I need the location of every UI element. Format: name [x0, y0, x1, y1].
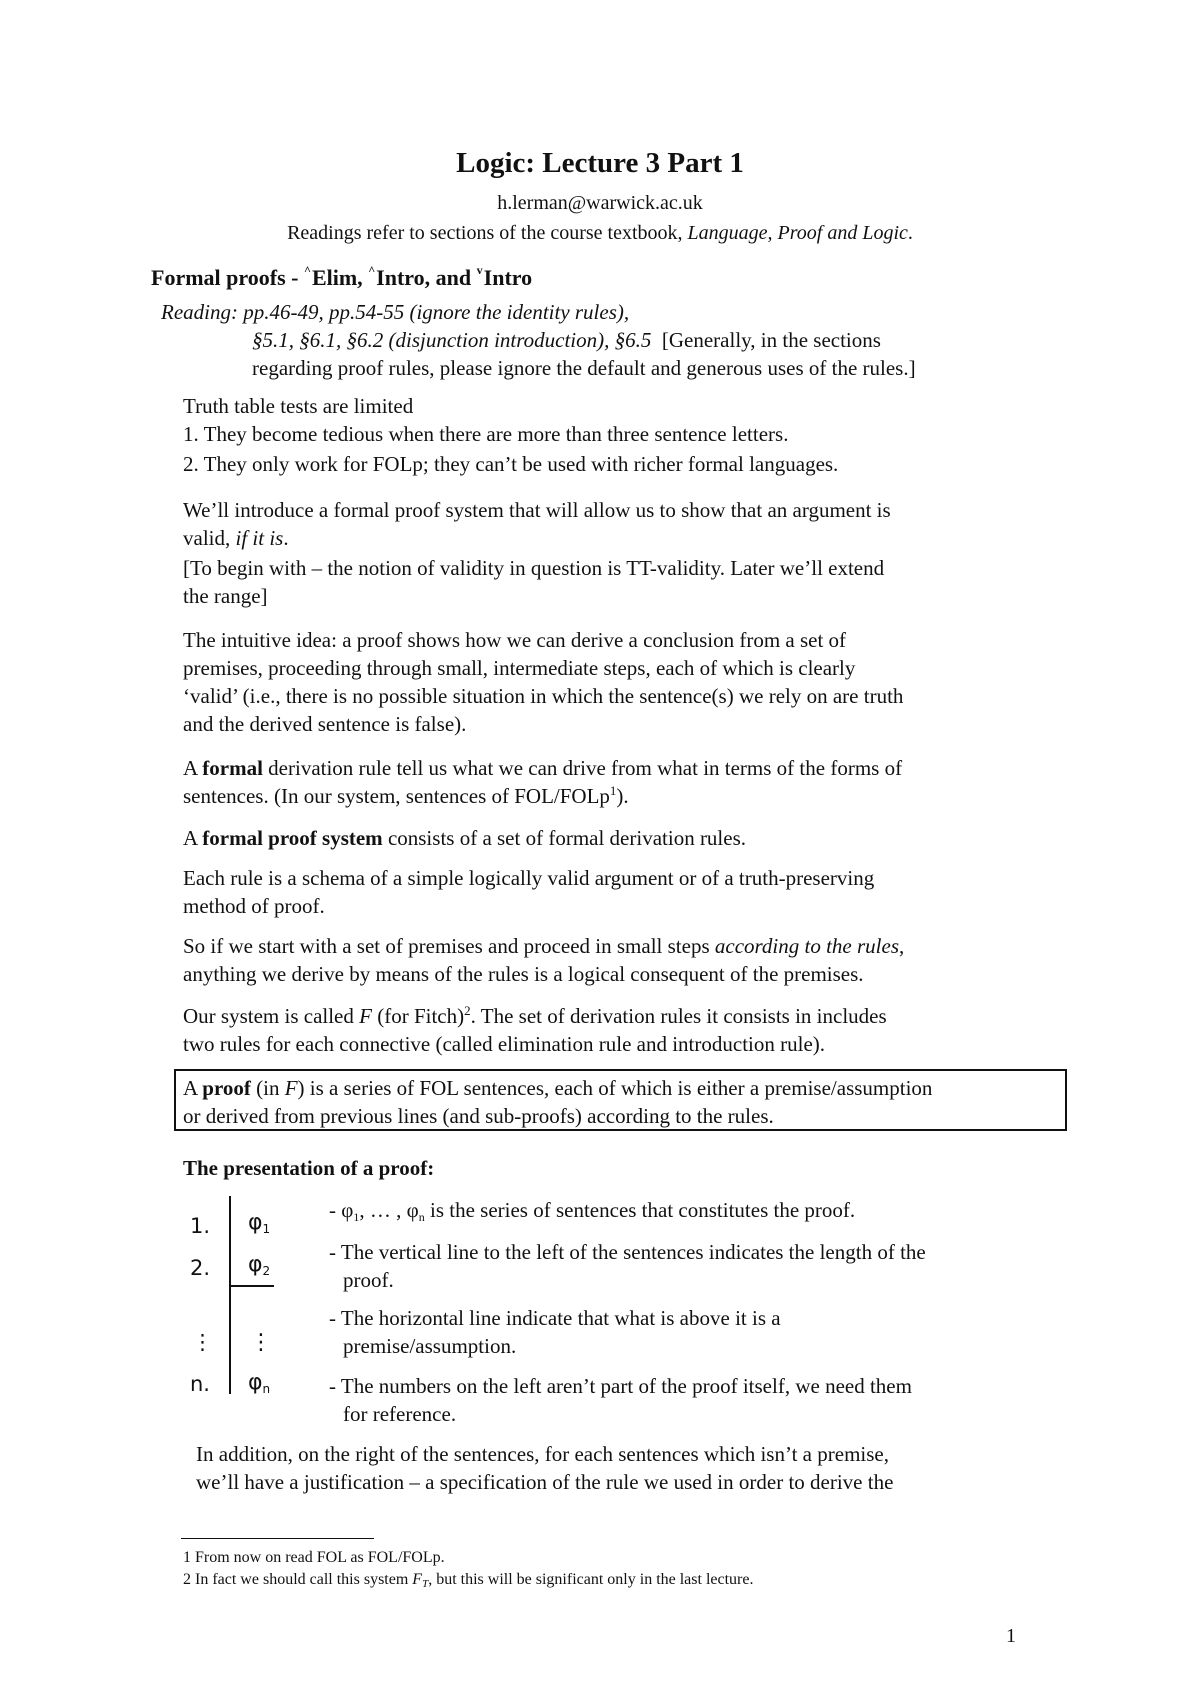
def-b: (in [250, 1076, 285, 1100]
para6-line-1: Each rule is a schema of a simple logically valid argument or of a truth-preserving [183, 866, 875, 890]
proof-sentence [248, 1210, 270, 1235]
footnote-1: 1 From now on read FOL as FOL/FOLp. [183, 1549, 445, 1566]
para6-line-2: method of proof. [183, 894, 325, 918]
proof-note-2-cont: proof. [343, 1268, 394, 1292]
proof-note-3: - The horizontal line indicate that what is above it is a [329, 1306, 781, 1330]
textbook-title: Language, Proof and Logic [687, 222, 908, 244]
phi-symbol: φ [248, 1252, 263, 1277]
para9-line-1: In addition, on the right of the sentences, for each sentences which isn’t a premise, [196, 1442, 889, 1466]
para3-line-2: premises, proceeding through small, intermediate steps, each of which is clearly [183, 656, 856, 680]
note-text: is the series of sentences that constitutes the proof. [424, 1198, 856, 1222]
def-system: F [284, 1076, 298, 1100]
para8-fitch: (for Fitch) [371, 1004, 465, 1028]
para1-line-1: Truth table tests are limited [183, 394, 414, 418]
proof-line-number: ⋮ [192, 1330, 213, 1354]
footnote-2 [183, 1570, 753, 1591]
para2-text: valid, [183, 526, 236, 550]
para4-bold: formal [202, 756, 263, 780]
note-subscript: n [418, 1210, 425, 1224]
phi-subscript: n [262, 1382, 271, 1396]
definition-line-2: or derived from previous lines (and sub-proofs) according to the rules. [183, 1104, 774, 1128]
footnote-ref-2: 2 [464, 1003, 471, 1018]
para8-text: Our system is called [183, 1004, 360, 1028]
proof-horizontal-line [230, 1285, 274, 1287]
para2-line-4: the range] [183, 584, 268, 608]
note-text: - φ [329, 1198, 354, 1222]
para5-line-1 [183, 824, 746, 852]
para4-a: A [183, 756, 203, 780]
para4-line-1 [183, 754, 902, 782]
para1-line-3: 2. They only work for FOLp; they can’t be used with richer formal languages. [183, 452, 839, 476]
phi-symbol: ⋮ [250, 1330, 272, 1355]
proof-vertical-line [229, 1196, 231, 1394]
fn2-rest: , but this will be significant only in the last lecture. [428, 1571, 754, 1588]
para3-line-1: The intuitive idea: a proof shows how we can derive a conclusion from a set of [183, 628, 847, 652]
reading-line-3: regarding proof rules, please ignore the default and generous uses of the rules.] [252, 356, 916, 380]
para2-line-2 [183, 524, 289, 552]
and-symbol: ^ [368, 263, 376, 277]
para1-line-2: 1. They become tedious when there are more than three sentence letters. [183, 422, 789, 446]
para8-line-2: two rules for each connective (called elimination rule and introduction rule). [183, 1032, 826, 1056]
definition-line-1 [183, 1074, 932, 1102]
reading-line-2 [252, 326, 881, 354]
proof-note-4-cont: for reference. [343, 1402, 457, 1426]
para4-rest: derivation rule tell us what we can drive from what in terms of the forms of [262, 756, 903, 780]
proof-line-number: 1. [190, 1214, 211, 1238]
para5-rest: consists of a set of formal derivation rules. [382, 826, 747, 850]
para8-rest: . The set of derivation rules it consists in includes [470, 1004, 887, 1028]
proof-sentence [250, 1330, 272, 1355]
para7-line-2: anything we derive by means of the rules is a logical consequent of the premises. [183, 962, 864, 986]
def-bold: proof [202, 1076, 251, 1100]
fn2-text: 2 In fact we should call this system [183, 1571, 413, 1588]
and-symbol: ^ [303, 263, 311, 277]
or-symbol: v [476, 263, 483, 277]
para7-emphasis: according to the rules [714, 934, 899, 958]
reading-line-1: Reading: pp.46-49, pp.54-55 (ignore the identity rules), [161, 300, 630, 324]
proof-note-1 [329, 1196, 855, 1227]
para2-line-3: [To begin with – the notion of validity in question is TT-validity. Later we’ll extend [183, 556, 885, 580]
page-number: 1 [1006, 1625, 1016, 1647]
footnote-ref-1: 1 [609, 783, 617, 798]
para4-end: ). [616, 784, 629, 808]
para9-line-2: we’ll have a justification – a specification of the rule we used in order to derive the [196, 1470, 894, 1494]
phi-subscript: 1 [262, 1222, 271, 1236]
para7-comma: , [899, 934, 905, 958]
author-email: h.lerman@warwick.ac.uk [497, 192, 703, 214]
readings-suffix: . [907, 222, 913, 244]
para2-emphasis: if it is [235, 526, 284, 550]
para5-bold: formal proof system [202, 826, 383, 850]
phi-symbol: φ [248, 1210, 263, 1235]
note-text: , … , φ [359, 1198, 419, 1222]
reading-sections: §5.1, §6.1, §6.2 (disjunction introduction), §6.5 [252, 328, 652, 352]
para3-line-3: ‘valid’ (i.e., there is no possible situation in which the sentence(s) we rely on are truth [183, 684, 904, 708]
def-a: A [183, 1076, 203, 1100]
readings-prefix: Readings refer to sections of the course textbook, [287, 222, 688, 244]
system-name: F [359, 1004, 372, 1028]
proof-line-number: n. [190, 1372, 210, 1396]
section-heading [151, 264, 532, 295]
phi-symbol: φ [248, 1370, 263, 1395]
elim-label: Elim, [311, 265, 369, 290]
para8-line-1 [183, 1002, 887, 1033]
fn2-system: F [412, 1571, 423, 1588]
para5-a: A [183, 826, 203, 850]
footnote-rule [181, 1538, 374, 1539]
fn2-subscript: T [422, 1578, 429, 1590]
proof-sentence [248, 1252, 270, 1277]
presentation-heading: The presentation of a proof: [183, 1156, 435, 1180]
note-subscript: 1 [353, 1210, 360, 1224]
reading-note: [Generally, in the sections [661, 328, 881, 352]
readings-note [0, 220, 1200, 246]
para7-line-1 [183, 932, 904, 960]
intro2-label: Intro [483, 265, 533, 290]
proof-line-number: 2. [190, 1256, 211, 1280]
para7-text: So if we start with a set of premises and proceed in small steps [183, 934, 715, 958]
para2-line-1: We’ll introduce a formal proof system that will allow us to show that an argument is [183, 498, 891, 522]
def-c: ) is a series of FOL sentences, each of which is either a premise/assumption [297, 1076, 933, 1100]
proof-note-3-cont: premise/assumption. [343, 1334, 517, 1358]
para4-line-2 [183, 782, 629, 813]
proof-note-2: - The vertical line to the left of the sentences indicates the length of the [329, 1240, 926, 1264]
intro-label: Intro, and [376, 265, 477, 290]
para3-line-4: and the derived sentence is false). [183, 712, 467, 736]
section-title-prefix: Formal proofs - [151, 265, 304, 290]
proof-sentence [248, 1370, 270, 1395]
proof-note-4: - The numbers on the left aren’t part of the proof itself, we need them [329, 1374, 912, 1398]
page-title: Logic: Lecture 3 Part 1 [456, 147, 744, 179]
para2-period: . [283, 526, 289, 550]
phi-subscript: 2 [262, 1264, 271, 1278]
para4-text: sentences. (In our system, sentences of FOL/FOLp [183, 784, 610, 808]
